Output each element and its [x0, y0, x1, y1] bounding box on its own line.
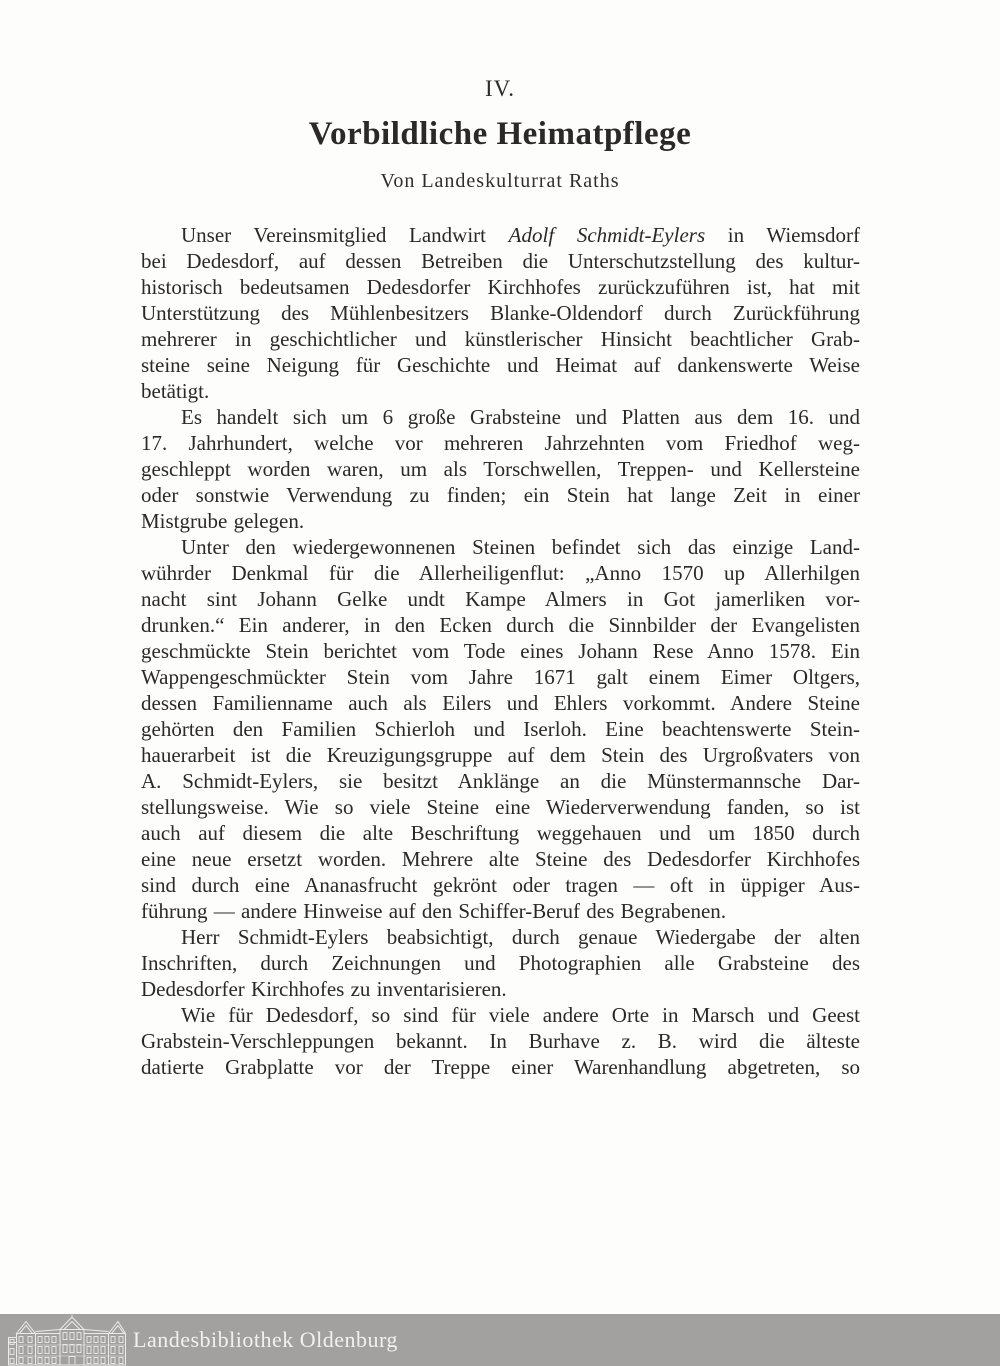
section-number: IV. [484, 76, 516, 101]
text-line: 17. Jahrhundert, welche vor mehreren Jahrzehnten vom Friedhof weg- [141, 431, 860, 455]
text-line: sind durch eine Ananasfrucht gekrönt oder tragen — oft in üppiger Aus- [141, 873, 860, 897]
text-line: geschleppt worden waren, um als Torschwellen, Treppen- und Kellersteine [141, 457, 860, 481]
text-line: auch auf diesem die alte Beschriftung weggehauen und um 1850 durch [141, 821, 860, 845]
library-name: Landesbibliothek Oldenburg [133, 1327, 398, 1352]
text-line: datierte Grabplatte vor der Treppe einer Warenhandlung abgetreten, so [141, 1055, 860, 1079]
text-line: stellungsweise. Wie so viele Steine eine Wiederverwendung fanden, so ist [141, 795, 860, 819]
text-line: mehrerer in geschichtlicher und künstlerischer Hinsicht beachtlicher Grab- [141, 327, 860, 351]
text-line: dessen Familienname auch als Eilers und Ehlers vorkommt. Andere Steine [141, 691, 860, 715]
text-line: Wappengeschmückter Stein vom Jahre 1671 galt einem Eimer Oltgers, [141, 665, 860, 689]
text-line: Grabstein-Verschleppungen bekannt. In Burhave z. B. wird die älteste [141, 1029, 860, 1053]
text-line: eine neue ersetzt worden. Mehrere alte Steine des Dedesdorfer Kirchhofes [141, 847, 860, 871]
text-line: historisch bedeutsamen Dedesdorfer Kirchhofes zurückzuführen ist, hat mit [141, 275, 860, 299]
text-line: drunken.“ Ein anderer, in den Ecken durch die Sinnbilder der Evangelisten [141, 613, 860, 637]
text-line: A. Schmidt-Eylers, sie besitzt Anklänge an die Münstermannsche Dar- [141, 769, 860, 793]
text-line: Unter den wiedergewonnenen Steinen befindet sich das einzige Land- [181, 535, 860, 559]
text-line: oder sonstwie Verwendung zu finden; ein Stein hat lange Zeit in einer [141, 483, 860, 507]
page-title: Vorbildliche Heimatpflege [308, 116, 692, 152]
library-building-icon [8, 1315, 126, 1366]
text-line: Inschriften, durch Zeichnungen und Photographien alle Grabsteine des [141, 951, 860, 975]
text-line: hauerarbeit ist die Kreuzigungsgruppe auf dem Stein des Urgroßvaters von [141, 743, 860, 767]
body-text [141, 222, 860, 1080]
text-line: Dedesdorfer Kirchhofes zu inventarisieren. [141, 977, 507, 1001]
text-line: Mistgrube gelegen. [141, 509, 305, 533]
byline: Von Landeskulturrat Raths [380, 170, 620, 192]
footer-bar [0, 1314, 1000, 1366]
text-line: Unser Vereinsmitglied Landwirt Adolf Schmidt-Eylers in Wiemsdorf [181, 223, 861, 247]
text-line: Wie für Dedesdorf, so sind für viele andere Orte in Marsch und Geest [181, 1003, 860, 1027]
text-line: gehörten den Familien Schierloh und Iserloh. Eine beachtenswerte Stein- [141, 717, 860, 741]
text-line: Unterstützung des Mühlenbesitzers Blanke-Oldendorf durch Zurückführung [141, 301, 860, 325]
text-line: geschmückte Stein berichtet vom Tode eines Johann Rese Anno 1578. Ein [141, 639, 860, 663]
text-line: Es handelt sich um 6 große Grabsteine und Platten aus dem 16. und [181, 405, 860, 429]
text-line: bei Dedesdorf, auf dessen Betreiben die Unterschutzstellung des kultur- [141, 249, 860, 273]
text-line: nacht sint Johann Gelke undt Kampe Almers in Got jamerliken vor- [141, 587, 860, 611]
text-line: Herr Schmidt-Eylers beabsichtigt, durch genaue Wiedergabe der alten [181, 925, 860, 949]
text-line: betätigt. [141, 379, 210, 403]
text-line: führung — andere Hinweise auf den Schiffer-Beruf des Begrabenen. [141, 899, 727, 923]
text-line: steine seine Neigung für Geschichte und Heimat auf dankenswerte Weise [141, 353, 860, 377]
text-line: wührder Denkmal für die Allerheiligenflut: „Anno 1570 up Allerhilgen [141, 561, 860, 585]
